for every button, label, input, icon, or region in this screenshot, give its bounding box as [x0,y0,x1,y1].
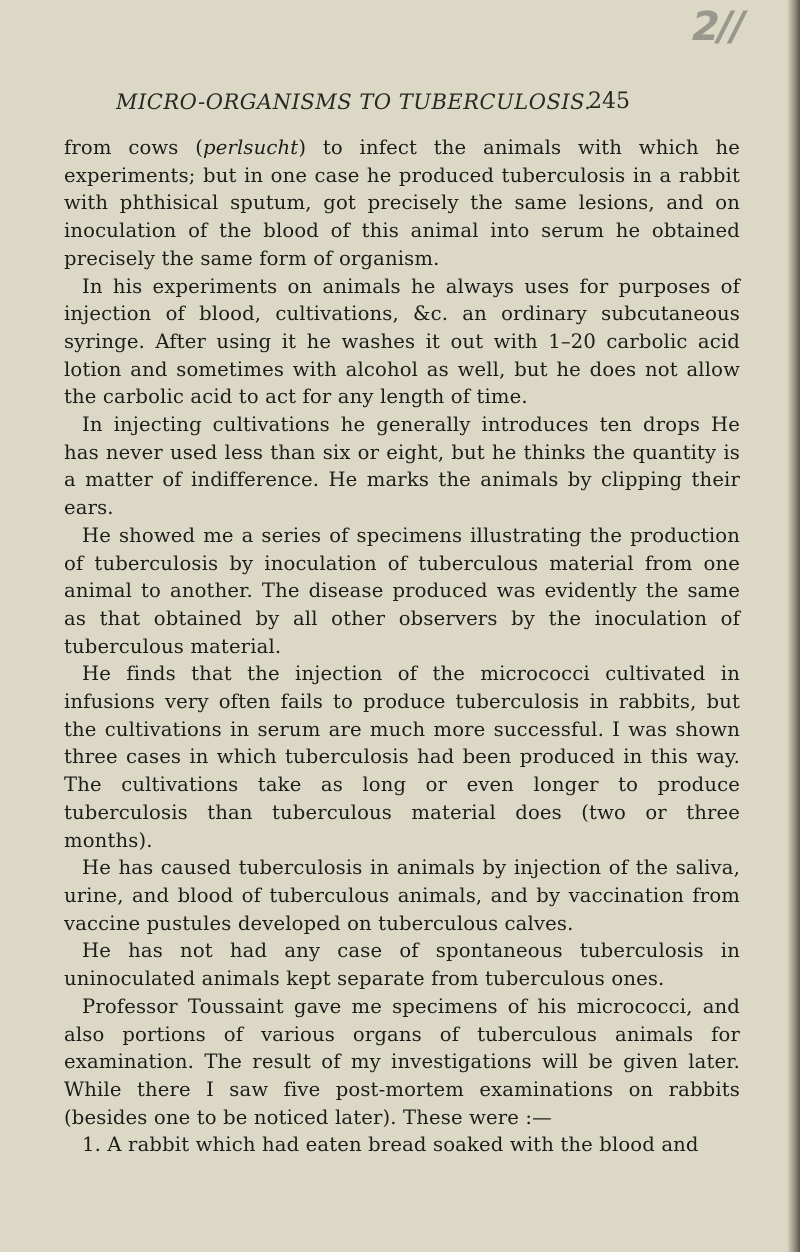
paragraph-7: He has not had any case of spontaneous tuberculosis in uninoculated animals kept separate from tuberculous ones. [64,939,740,991]
running-head: MICRO-ORGANISMS TO TUBERCULOSIS. [116,90,592,114]
paragraph-8: Professor Toussaint gave me specimens of his micrococci, and also portions of various organs of tuberculous animals for examination. The result of my investigations will be given later. While there I saw five post-mortem examinations on rabbits (besides one to be noticed later). These were :— [64,994,740,1129]
paragraph-1: from cows (perlsucht) to infect the animals with which he experiments; but in one case he produced tuberculosis in a rabbit with phthisical sputum, got precisely the same lesions, and on inoculation of the blood of this animal into serum he obtained precisely the same form of organism. [64,136,741,270]
paragraph-2: In his experiments on animals he always uses for purposes of injection of blood, cultivations, &c. an ordinary subcutaneous syringe. After using it he washes it out with 1–20 carbolic acid lotion and sometimes with alcohol as well, but he does not allow the carbolic acid to act for any length of time. [64,274,740,409]
paragraph-3: In injecting cultivations he generally introduces ten drops He has never used less than six or eight, but he thinks the quantity is a matter of indifference. He marks the animals by clipping their ears. [64,413,740,520]
body-text [64,134,740,1159]
page-edge-shadow [788,0,800,1252]
paragraph-4: He showed me a series of specimens illustrating the production of tuberculosis by inoculation of tuberculous material from one animal to another. The disease produced was evidently the same as that obtained by all other observers by the inoculation of tuberculous material. [64,523,740,658]
paragraph-5: He finds that the injection of the micrococci cultivated in infusions very often fails to produce tuberculosis in rabbits, but the cultivations in serum are much more successful. I was shown three cases in which tuberculosis had been produced in this way. The cultivations take as long or even longer to produce tuberculosis than tuberculous material does (two or three months). [64,662,740,852]
paragraph-6: He has caused tuberculosis in animals by injection of the saliva, urine, and blood of tuberculous animals, and by vaccination from vaccine pustules developed on tuberculous calves. [64,856,740,935]
handwritten-annotation: 2// [692,4,744,50]
italic-term: perlsucht [203,136,299,159]
paragraph-9: 1. A rabbit which had eaten bread soaked with the blood and [82,1133,699,1157]
page-number: 245 [588,89,630,114]
